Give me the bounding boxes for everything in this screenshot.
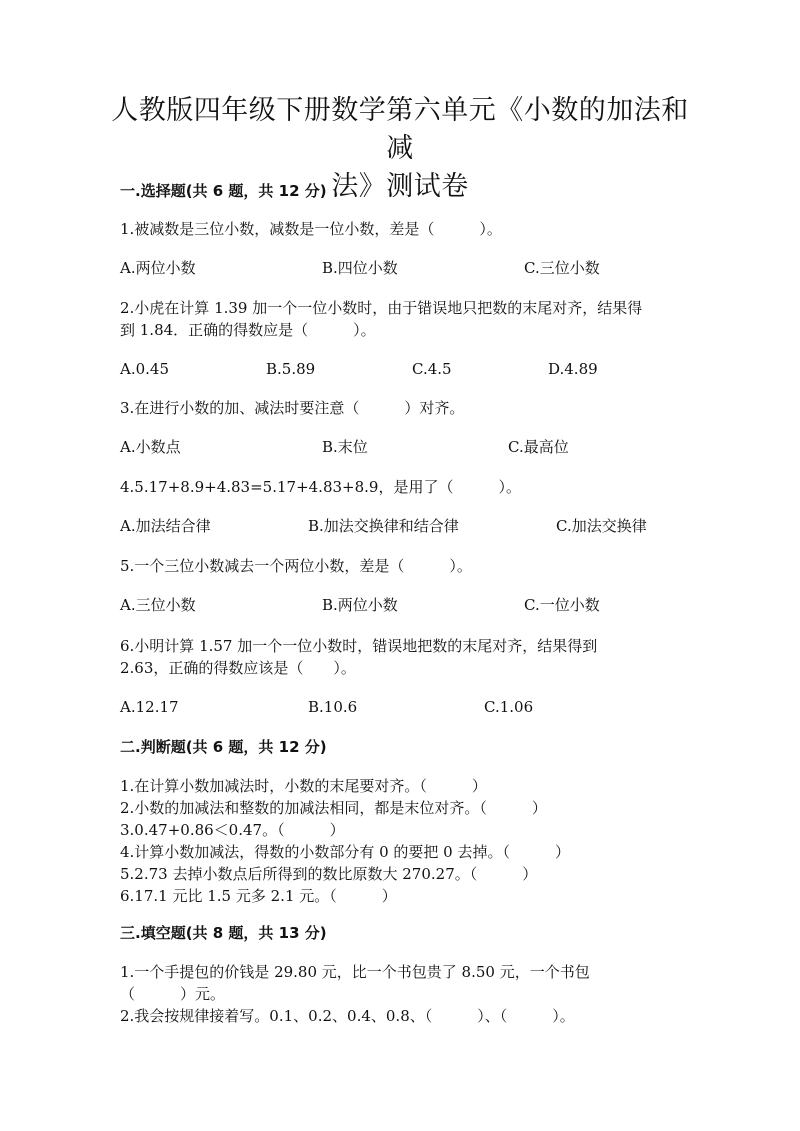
question-2-line-1: 2.小虎在计算 1.39 加一个一位小数时，由于错误地只把数的末尾对齐，结果得 [120,299,643,317]
q5-option-a: A.三位小数 [120,596,196,614]
question-4-text: 4.5.17+8.9+4.83=5.17+4.83+8.9，是用了（ ）。 [120,478,521,496]
q2-option-a: A.0.45 [120,360,169,378]
title-line-1: 人教版四年级下册数学第六单元《小数的加法和减 [111,95,689,164]
q5-option-b: B.两位小数 [322,596,398,614]
question-3-text: 3.在进行小数的加、减法时要注意（ ）对齐。 [120,399,465,417]
q3-option-a: A.小数点 [120,438,181,456]
q2-option-c: C.4.5 [412,360,452,378]
question-1-text: 1.被减数是三位小数，减数是一位小数，差是（ ）。 [120,220,502,238]
q6-option-a: A.12.17 [120,698,179,716]
fill-question-1-line-2: （ ）元。 [120,985,226,1003]
q4-option-b: B.加法交换律和结合律 [308,517,459,535]
q1-option-c: C.三位小数 [524,259,600,277]
section-heading-true-false: 二.判断题(共 6 题，共 12 分) [120,738,327,756]
question-6-line-2: 2.63，正确的得数应该是（ ）。 [120,659,356,677]
judge-item-2: 2.小数的加减法和整数的加减法相同，都是末位对齐。（ ） [120,799,547,817]
fill-question-2-text: 2.我会按规律接着写。0.1、0.2、0.4、0.8、（ ）、（ ）。 [120,1007,575,1025]
fill-question-1-line-1: 1.一个手提包的价钱是 29.80 元，比一个书包贵了 8.50 元，一个书包 [120,963,590,981]
question-5-text: 5.一个三位小数减去一个两位小数，差是（ ）。 [120,557,472,575]
q6-option-b: B.10.6 [308,698,358,716]
q3-option-c: C.最高位 [508,438,569,456]
q4-option-c: C.加法交换律 [556,517,647,535]
q3-option-b: B.末位 [322,438,368,456]
q5-option-c: C.一位小数 [524,596,600,614]
section-heading-fill-in: 三.填空题(共 8 题，共 13 分) [120,924,327,942]
judge-item-1: 1.在计算小数加减法时，小数的末尾要对齐。（ ） [120,777,487,795]
q2-option-b: B.5.89 [266,360,316,378]
judge-item-6: 6.17.1 元比 1.5 元多 2.1 元。（ ） [120,887,397,905]
q1-option-b: B.四位小数 [322,259,398,277]
question-2-line-2: 到 1.84．正确的得数应是（ ）。 [120,321,376,339]
question-6-line-1: 6.小明计算 1.57 加一个一位小数时，错误地把数的末尾对齐，结果得到 [120,637,598,655]
q6-option-c: C.1.06 [484,698,534,716]
q1-option-a: A.两位小数 [120,259,196,277]
section-heading-multiple-choice: 一.选择题(共 6 题，共 12 分) [120,182,327,200]
q2-option-d: D.4.89 [548,360,598,378]
q4-option-a: A.加法结合律 [120,517,211,535]
judge-item-3: 3.0.47+0.86＜0.47。（ ） [120,821,345,839]
judge-item-4: 4.计算小数加减法，得数的小数部分有 0 的要把 0 去掉。（ ） [120,843,570,861]
judge-item-5: 5.2.73 去掉小数点后所得到的数比原数大 270.27。（ ） [120,865,538,883]
title-line-2: 法》测试卷 [331,171,469,202]
